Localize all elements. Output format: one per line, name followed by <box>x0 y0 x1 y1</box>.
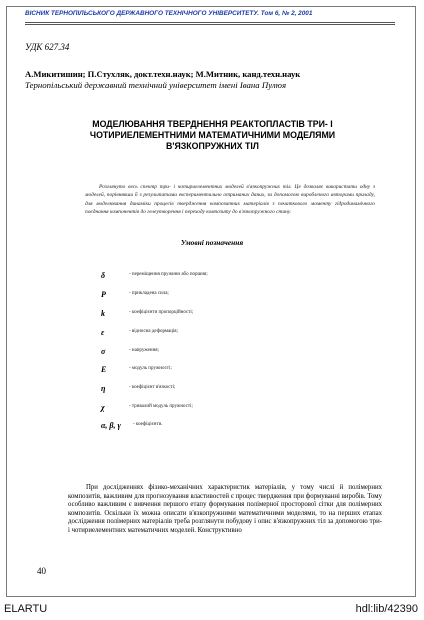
notation-definition: - модуль пружності; <box>129 366 172 371</box>
notation-definition: - коефіцієнт в'язкості; <box>129 385 176 390</box>
authors: А.Микитишин; П.Стухляк, докт.техн.наук; М.Митник, канд.техн.наук <box>25 69 301 79</box>
paper-title <box>25 119 400 152</box>
repository-label: ELARTU <box>4 603 48 615</box>
notation-symbol: χ <box>101 403 105 412</box>
handle-id: hdl:lib/42390 <box>355 603 418 615</box>
notation-definition: - напруження; <box>129 348 159 353</box>
notation-symbol: P <box>101 290 106 299</box>
notation-symbol: E <box>101 365 107 374</box>
title-line-2: ЧОТИРИЕЛЕМЕНТНИМИ МАТЕМАТИЧНИМИ МОДЕЛЯМИ <box>89 130 336 140</box>
notation-definition: - прикладена сила; <box>129 291 169 296</box>
notation-title: Умовні позначення <box>180 238 244 247</box>
header-rule-bottom <box>25 24 395 25</box>
affiliation: Тернопільський державний технічний університет імені Івана Пулюя <box>25 80 287 90</box>
notation-symbol: δ <box>101 271 106 280</box>
notation-symbol: k <box>101 309 105 318</box>
notation-definition: - коефіцієнти. <box>133 422 163 427</box>
page-number: 40 <box>37 566 46 576</box>
header-rule-top <box>25 22 395 23</box>
notation-definition: - тривалий модуль пружності; <box>129 404 193 409</box>
notation-symbol: ε <box>101 328 105 337</box>
title-line-1: МОДЕЛЮВАННЯ ТВЕРДНЕННЯ РЕАКТОПЛАСТІВ ТРИ- І <box>92 119 333 129</box>
notation-symbol: η <box>101 384 106 393</box>
notation-definition: - коефіцієнти пропорційності; <box>129 310 194 315</box>
notation-symbol: α, β, γ <box>101 421 121 430</box>
body-paragraph: При дослідженнях фізико-механічних характеристик матеріалів, у тому числі й полімерних композитів, важливим для прогнозування властивостей є процес твердження при формуванні виробів. Тому особливо важливим є вивчення першого етапу формування полімерної просторової сітки для полімерних композитів. Оскільки їх можна описати в'язкопружними математичними моделями, то на перших етапах дослідження полімерних матеріалів треба розглянути побудову і опис в'язкопружних тіл за допомогою три- і чотириелементних математичних моделей. Конструктивно <box>68 484 382 534</box>
abstract: Розглянуто весь спектр три- і чотириелементних моделей в'язкопружних тіл. Це дозволяє використати одну з моделей, порівнявши її з результатами експериментально отриманих даних, за допомогою виробленого авторами приладу, для моделювання динаміки процесів твердження композитних матеріалів з початкового моменту гідродинамічного поєднання компонентів до гелеутворення і переходу композиту до в'язкопружного стану. <box>85 184 375 216</box>
udk-code: УДК 627.34 <box>25 42 70 52</box>
notation-definition: - переміщення пружини або поршня; <box>129 272 208 277</box>
document-page <box>6 6 416 597</box>
footer-bar <box>0 598 424 620</box>
title-line-3: В'ЯЗКОПРУЖНИХ ТІЛ <box>166 141 259 151</box>
notation-symbol: σ <box>101 347 106 356</box>
journal-header: ВІСНИК ТЕРНОПІЛЬСЬКОГО ДЕРЖАВНОГО ТЕХНІЧНОГО УНІВЕРСИТЕТУ. Том 6, № 2, 2001 <box>25 10 313 17</box>
notation-definition: - відносна деформація; <box>129 329 178 334</box>
